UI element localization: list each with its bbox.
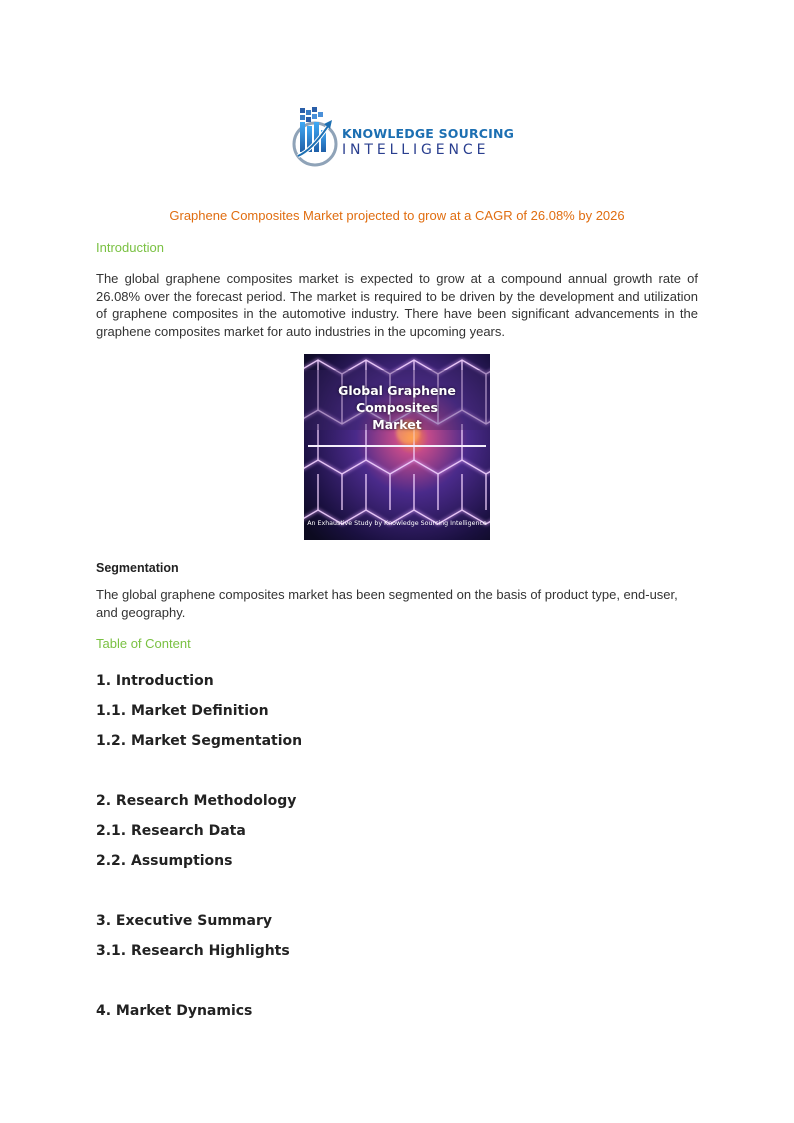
toc-item-introduction: 1. Introduction (96, 673, 214, 689)
report-headline: Graphene Composites Market projected to grow at a CAGR of 26.08% by 2026 (169, 208, 625, 223)
cover-title (304, 382, 490, 433)
toc-item-research-methodology: 2. Research Methodology (96, 793, 297, 809)
toc-item-market-dynamics: 4. Market Dynamics (96, 1003, 253, 1019)
toc-item-executive-summary: 3. Executive Summary (96, 913, 272, 929)
company-logo (290, 104, 515, 168)
introduction-label: Introduction (96, 240, 164, 255)
cover-divider (308, 445, 486, 447)
logo-text-line1: KNOWLEDGE SOURCING (342, 126, 515, 141)
toc-item-assumptions: 2.2. Assumptions (96, 853, 233, 869)
introduction-text: The global graphene composites market is expected to grow at a compound annual growth rate of 26.08% over the forecast period. The market is required to be driven by the development and utilization of graphene composites in the automotive industry. There have been significant advancements in the graphene composites market for auto industries in the upcoming years. (96, 271, 698, 339)
report-cover-image (304, 354, 490, 540)
cover-title-line2: Market (372, 417, 422, 432)
toc-label: Table of Content (96, 636, 191, 651)
toc-item-research-data: 2.1. Research Data (96, 823, 246, 839)
segmentation-heading: Segmentation (96, 561, 179, 575)
toc-item-research-highlights: 3.1. Research Highlights (96, 943, 290, 959)
cover-title-line1: Global Graphene Composites (338, 383, 456, 415)
toc-item-market-definition: 1.1. Market Definition (96, 703, 269, 719)
segmentation-text: The global graphene composites market has been segmented on the basis of product type, end-user, and geography. (96, 587, 678, 620)
logo-emblem-icon (290, 104, 340, 168)
logo-text-line2: INTELLIGENCE (342, 142, 490, 158)
cover-footer: An Exhaustive Study by Knowledge Sourcing Intelligence (307, 520, 487, 527)
toc-item-market-segmentation: 1.2. Market Segmentation (96, 733, 303, 749)
